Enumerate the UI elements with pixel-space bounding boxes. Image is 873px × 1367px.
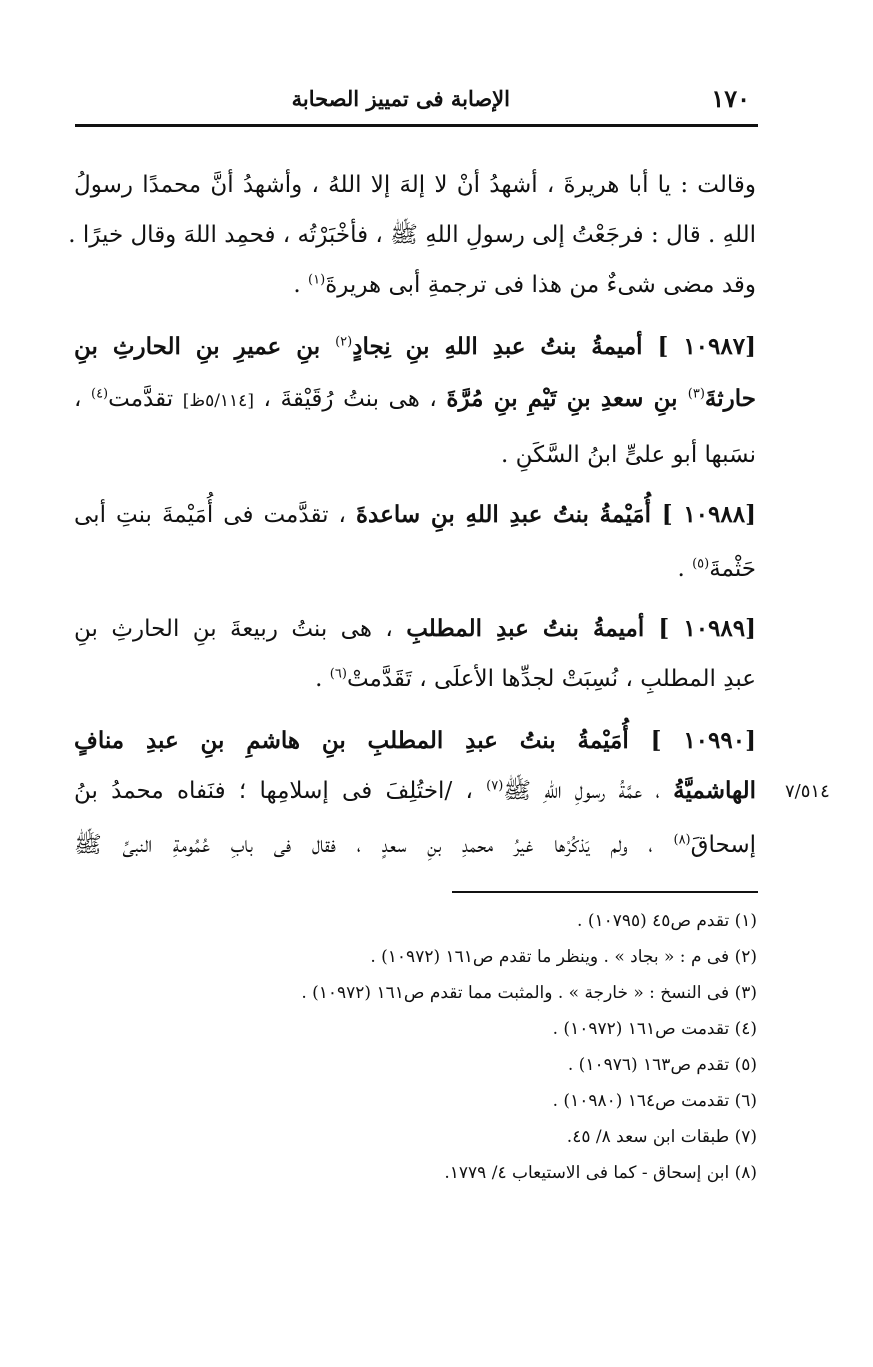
footnote-divider — [452, 891, 758, 893]
footnote: (١) تقدم ص٤٥ (١٠٧٩٥) . — [577, 911, 757, 931]
entry-number: [١٠٩٨٩ ] — [658, 615, 757, 642]
margin-page-reference: ٧/٥١٤ — [785, 781, 830, 802]
footnote-marker: (٧) — [486, 778, 504, 794]
page-header — [70, 84, 760, 120]
footnote: (٨) ابن إسحاق - كما فى الاستيعاب ٤/ ١٧٧٩. — [444, 1163, 757, 1183]
body-line: اللهِ . قال : فرجَعْتُ إلى رسولِ اللهِ ﷺ ، فأخْبَرْتُه ، فحمِد اللهَ وقال خيرًا . — [68, 222, 756, 248]
entry-number: [١٠٩٨٧ ] — [657, 333, 756, 360]
footnote-marker: (٨) — [673, 832, 691, 848]
manuscript-reference: [٥/١١٤ظ] — [182, 391, 254, 411]
footnote: (٤) تقدمت ص١٦١ (١٠٩٧٢) . — [552, 1019, 757, 1039]
book-title: الإصابة فى تمييز الصحابة — [291, 86, 510, 111]
footnote-marker: (٣) — [687, 386, 705, 402]
entry-number: [١٠٩٨٨ ] — [661, 501, 756, 528]
body-line: نسَبها أبو علىٍّ ابنُ السَّكَنِ . — [501, 442, 756, 468]
entry-number: [١٠٩٩٠ ] — [650, 727, 756, 754]
footnote-marker: (١) — [308, 272, 326, 288]
footnote-marker: (٢) — [335, 334, 353, 350]
body-line: وقد مضى شىءٌ من هذا فى ترجمةِ أبى هريرةَ$^{(١)}$ . — [293, 272, 756, 298]
body-line: وقالت : يا أبا هريرةَ ، أشهدُ أنْ لا إلهَ إلا اللهُ ، وأشهدُ أنَّ محمدًا رسولُ — [74, 172, 756, 198]
entry-10989: [١٠٩٨٩ ] أميمةُ بنتُ عبدِ المطلبِ ، هى بنتُ ربيعةَ بنِ الحارثِ بنِ — [74, 615, 757, 642]
page-number: ١٧٠ — [711, 84, 750, 113]
footnote: (٣) فى النسخ : « خارجة » . والمثبت مما تقدم ص١٦١ (١٠٩٧٢) . — [301, 983, 757, 1003]
body-line: الهاشميَّةُ ، عمَّةُ رسولِ اللهِ ﷺ$^{(٧)}$ ، /اختُلِفَ فى إسلامِها ؛ فنَفاه محمدُ بنُ — [74, 777, 756, 804]
footnote-marker: (٦) — [329, 666, 347, 682]
footnote: (٥) تقدم ص١٦٣ (١٠٩٧٦) . — [567, 1055, 757, 1075]
header-divider — [75, 124, 758, 127]
body-line: إسحاقَ$^{(٨)}$ ، ولم يَذكُرْها غيرُ محمدِ بنِ سعدٍ ، فقال فى بابِ عُمُومةِ النبىِّ ﷺ — [74, 832, 756, 858]
body-line: عبدِ المطلبِ ، نُسِبَتْ لجدِّها الأعلَى ، تَقَدَّمتْ$^{(٦)}$ . — [315, 666, 756, 692]
footnote: (٧) طبقات ابن سعد ٨/ ٤٥. — [566, 1127, 757, 1147]
footnote-marker: (٤) — [90, 386, 109, 402]
body-line: حَثْمةَ$^{(٥)}$ . — [677, 556, 756, 582]
entry-10987: [١٠٩٨٧ ] أميمةُ بنتُ عبدِ اللهِ بنِ نِجادٍ$^{(٢)}$ بنِ عميرِ بنِ الحارثِ بنِ — [74, 333, 756, 360]
footnote-marker: (٥) — [692, 556, 710, 572]
entry-10988: [١٠٩٨٨ ] أُمَيْمةُ بنتُ عبدِ اللهِ بنِ ساعدةَ ، تقدَّمت فى أُمَيْمةَ بنتِ أبى — [74, 501, 756, 528]
entry-10990: [١٠٩٩٠ ] أُمَيْمةُ بنتُ عبدِ المطلبِ بنِ هاشمِ بنِ عبدِ منافٍ — [74, 727, 756, 754]
body-line: حارثةَ$^{(٣)}$ بنِ سعدِ بنِ تَيْمِ بنِ مُرَّةَ ، هى بنتُ رُقَيْقةَ ، [٥/١١٤ظ] تقدَّمت$^{(٤)}$ ، — [74, 385, 756, 412]
footnote: (٦) تقدمت ص١٦٤ (١٠٩٨٠) . — [552, 1091, 757, 1111]
footnote: (٢) فى م : « بجاد » . وينظر ما تقدم ص١٦١ (١٠٩٧٢) . — [370, 947, 757, 967]
